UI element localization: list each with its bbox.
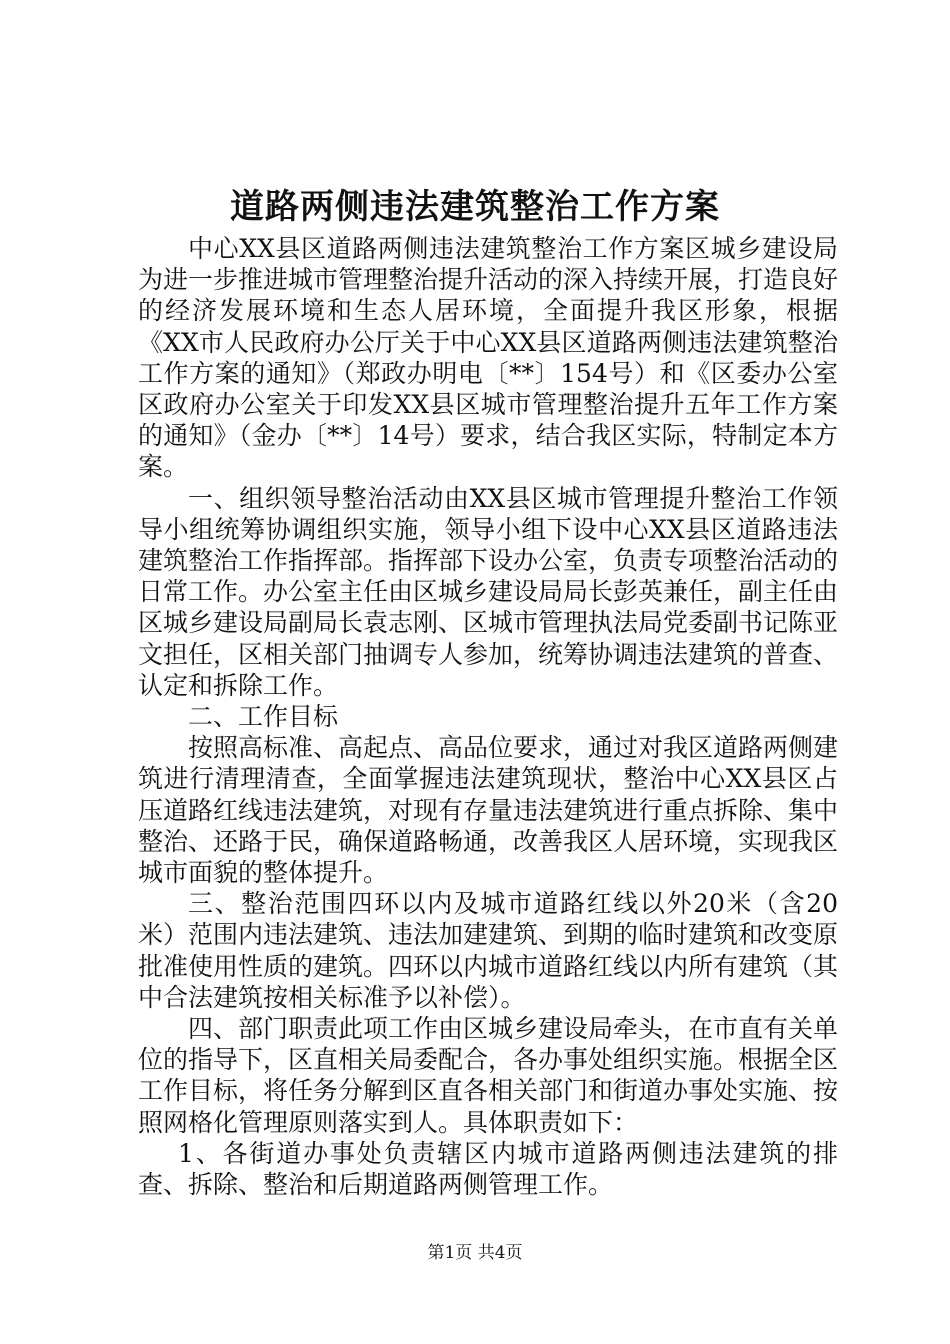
document-title: 道路两侧违法建筑整治工作方案 <box>230 187 720 227</box>
paragraph-duties: 四、部门职责此项工作由区城乡建设局牵头，在市直有关单位的指导下，区直相关局委配合，各办事处组织实施。根据全区工作目标，将任务分解到区直各相关部门和街道办事处实施、按照网格化管理原则落实到人。具体职责如下： <box>138 1014 839 1137</box>
paragraph-duty-item-1: 1、各街道办事处负责辖区内城市道路两侧违法建筑的排查、拆除、整治和后期道路两侧管理工作。 <box>138 1138 838 1200</box>
section-heading-goals: 二、工作目标 <box>188 702 339 732</box>
paragraph-scope: 三、整治范围四环以内及城市道路红线以外20米（含20米）范围内违法建筑、违法加建建筑、到期的临时建筑和改变原批准使用性质的建筑。四环以内城市道路红线以内所有建筑（其中合法建筑按相关标准予以补偿）。 <box>138 889 839 1012</box>
paragraph-organization: 一、组织领导整治活动由XX县区城市管理提升整治工作领导小组统筹协调组织实施，领导小组下设中心XX县区道路违法建筑整治工作指挥部。指挥部下设办公室，负责专项整治活动的日常工作。办公室主任由区城乡建设局局长彭英兼任，副主任由区城乡建设局副局长袁志刚、区城市管理执法局党委副书记陈亚文担任，区相关部门抽调专人参加，统筹协调违法建筑的普查、认定和拆除工作。 <box>138 483 839 700</box>
paragraph-intro: 中心XX县区道路两侧违法建筑整治工作方案区城乡建设局为进一步推进城市管理整治提升活动的深入持续开展，打造良好的经济发展环境和生态人居环境，全面提升我区形象，根据《XX市人民政府办公厅关于中心XX县区道路两侧违法建筑整治工作方案的通知》（郑政办明电〔**〕154号）和《区委办公室区政府办公室关于印发XX县区城市管理整治提升五年工作方案的通知》（金办〔**〕14号）要求，结合我区实际，特制定本方案。 <box>138 234 839 482</box>
document-body <box>138 233 838 1200</box>
paragraph-goals: 按照高标准、高起点、高品位要求，通过对我区道路两侧建筑进行清理清查，全面掌握违法建筑现状，整治中心XX县区占压道路红线违法建筑，对现有存量违法建筑进行重点拆除、集中整治、还路于民，确保道路畅通，改善我区人居环境，实现我区城市面貌的整体提升。 <box>138 733 839 888</box>
page-footer: 第1页 共4页 <box>427 1243 523 1263</box>
